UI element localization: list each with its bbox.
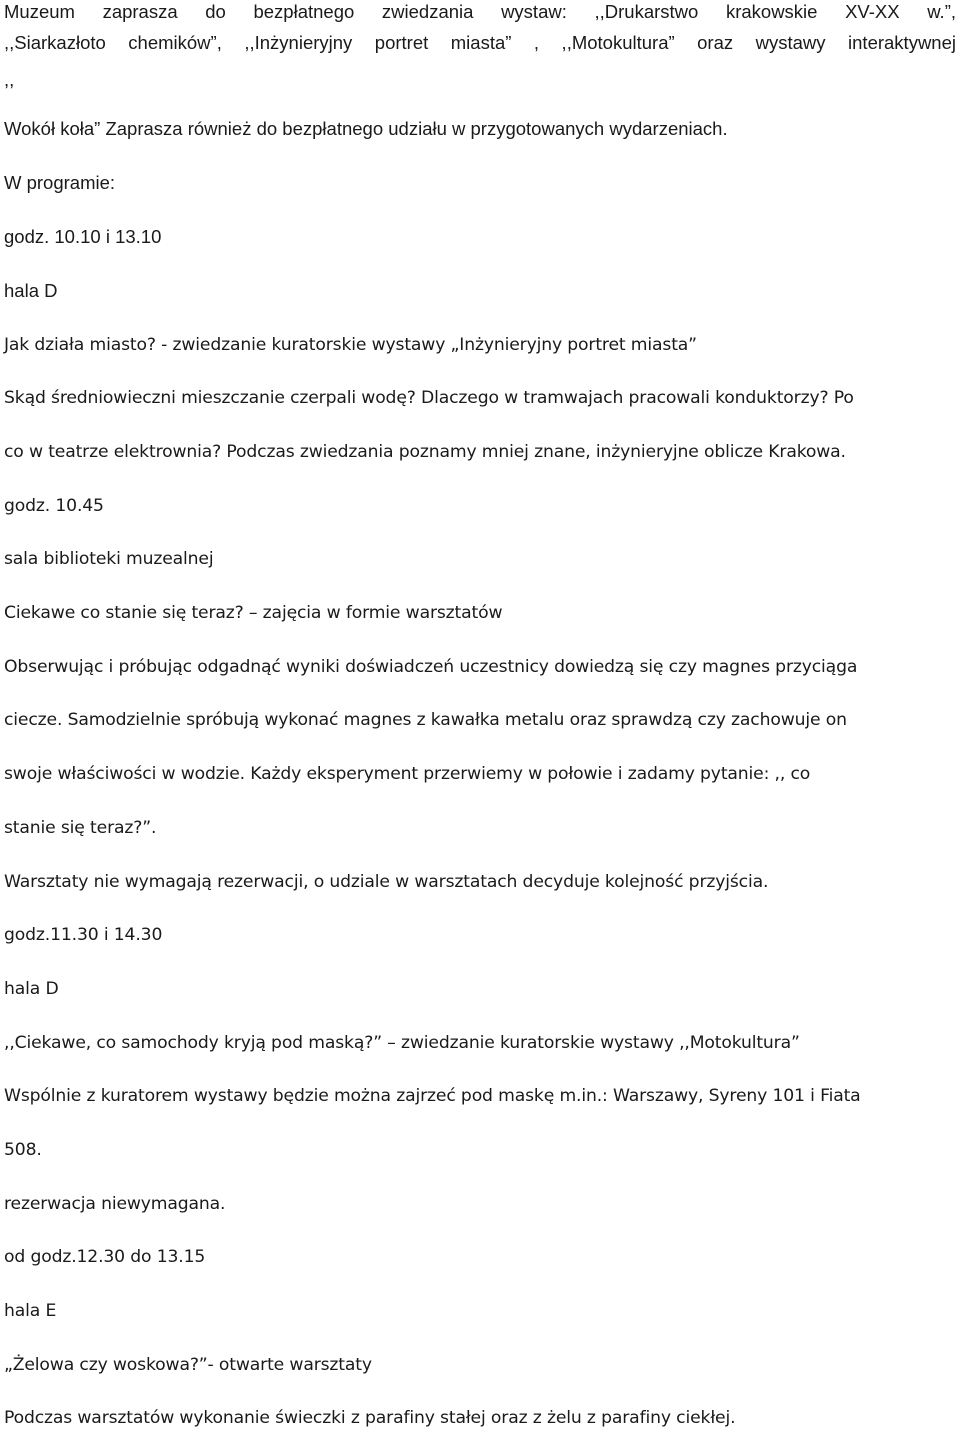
- event-3-desc-line: 508.: [4, 1140, 42, 1160]
- event-1-place: hala D: [4, 280, 58, 301]
- event-1-time: godz. 10.10 i 13.10: [4, 226, 162, 247]
- event-1-desc-line: co w teatrze elektrownia? Podczas zwiedzania poznamy mniej znane, inżynieryjne oblicze Krakowa.: [4, 442, 846, 462]
- event-4-title: „Żelowa czy woskowa?”- otwarte warsztaty: [4, 1355, 372, 1375]
- event-4-time: od godz.12.30 do 13.15: [4, 1247, 206, 1267]
- intro-line-3: ,,: [4, 69, 15, 90]
- event-4-desc-line: Podczas warsztatów wykonanie świeczki z parafiny stałej oraz z żelu z parafiny ciekłej.: [4, 1408, 736, 1428]
- event-3-desc-line: Wspólnie z kuratorem wystawy będzie można zajrzeć pod maskę m.in.: Warszawy, Syreny 101 i Fiata: [4, 1086, 861, 1106]
- program-heading: W programie:: [4, 172, 116, 193]
- intro-line-4: Wokół koła” Zaprasza również do bezpłatnego udziału w przygotowanych wydarzeniach.: [4, 118, 728, 139]
- event-2-time: godz. 10.45: [4, 496, 104, 516]
- event-1-title: Jak działa miasto? - zwiedzanie kuratorskie wystawy „Inżynieryjny portret miasta”: [4, 335, 697, 355]
- event-2-desc-line: Obserwując i próbując odgadnąć wyniki doświadczeń uczestnicy dowiedzą się czy magnes przyciąga: [4, 657, 858, 677]
- event-3-place: hala D: [4, 979, 59, 999]
- event-2-desc-line: Warsztaty nie wymagają rezerwacji, o udziale w warsztatach decyduje kolejność przyjścia.: [4, 872, 769, 892]
- event-4-place: hala E: [4, 1301, 57, 1321]
- event-3-desc-line: rezerwacja niewymagana.: [4, 1194, 226, 1214]
- intro-line-2: ,,Siarkazłoto chemików”, ,,Inżynieryjny portret miasta” , ,,Motokultura” oraz wystawy interaktywnej: [4, 32, 956, 53]
- event-2-desc-line: ciecze. Samodzielnie spróbują wykonać magnes z kawałka metalu oraz sprawdzą czy zachowuje on: [4, 710, 847, 730]
- event-3-title: ,,Ciekawe, co samochody kryją pod maską?” – zwiedzanie kuratorskie wystawy ,,Motokultura”: [4, 1033, 800, 1053]
- event-2-desc-line: stanie się teraz?”.: [4, 818, 157, 838]
- event-2-title: Ciekawe co stanie się teraz? – zajęcia w formie warsztatów: [4, 603, 503, 623]
- event-3-time: godz.11.30 i 14.30: [4, 925, 163, 945]
- event-1-desc-line: Skąd średniowieczni mieszczanie czerpali wodę? Dlaczego w tramwajach pracowali konduktorzy? Po: [4, 388, 854, 408]
- intro-line-1: Muzeum zaprasza do bezpłatnego zwiedzania wystaw: ,,Drukarstwo krakowskie XV-XX w.”,: [4, 1, 956, 22]
- event-2-place: sala biblioteki muzealnej: [4, 549, 214, 569]
- event-2-desc-line: swoje właściwości w wodzie. Każdy eksperyment przerwiemy w połowie i zadamy pytanie: ,, co: [4, 764, 811, 784]
